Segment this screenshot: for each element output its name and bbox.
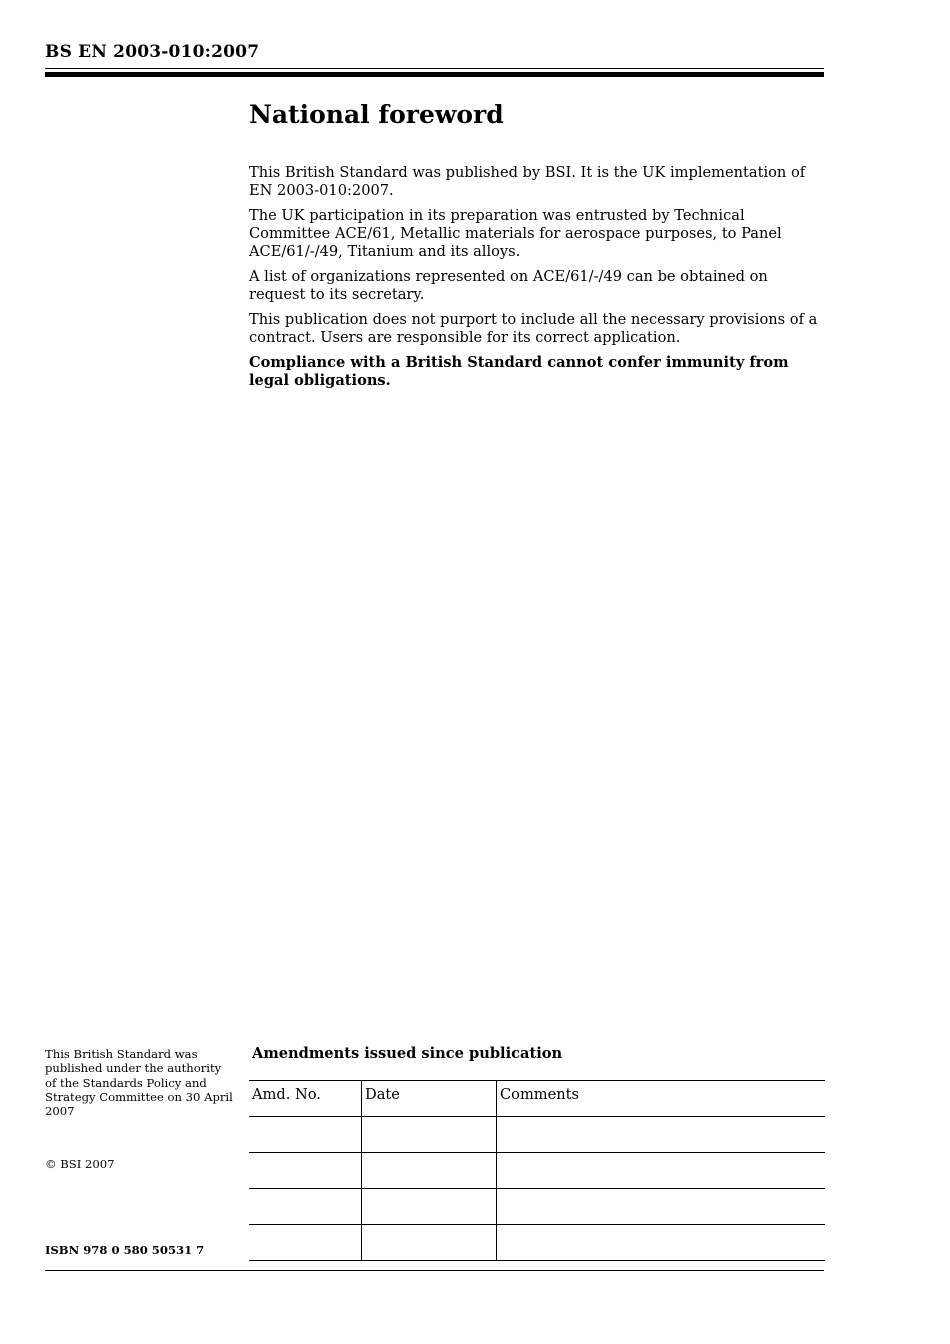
table-row <box>249 1153 825 1189</box>
table-cell <box>362 1153 497 1189</box>
amendments-title: Amendments issued since publication <box>252 1045 563 1062</box>
foreword-body <box>249 164 827 397</box>
table-cell <box>249 1117 362 1153</box>
table-cell <box>249 1225 362 1261</box>
amendments-table <box>249 1080 825 1261</box>
column-header-date: Date <box>362 1081 497 1117</box>
table-cell <box>249 1153 362 1189</box>
table-cell <box>497 1117 826 1153</box>
document-id: BS EN 2003-010:2007 <box>45 42 260 62</box>
paragraph-provisions: This publication does not purport to include all the necessary provisions of a contract. Users are responsible for its correct application. <box>249 311 818 346</box>
table-cell <box>497 1153 826 1189</box>
paragraph-committee: The UK participation in its preparation was entrusted by Technical Committee ACE/61, Metallic materials for aerospace purposes, to Panel ACE/61/-/49, Titanium and its alloys. <box>249 207 782 260</box>
header-rule-thick <box>45 72 824 77</box>
paragraph-organizations: A list of organizations represented on ACE/61/-/49 can be obtained on request to its secretary. <box>249 268 768 303</box>
table-row <box>249 1117 825 1153</box>
copyright-notice: © BSI 2007 <box>45 1157 115 1171</box>
table-header-row <box>249 1081 825 1117</box>
footer-rule <box>45 1270 824 1271</box>
table-row <box>249 1189 825 1225</box>
table-cell <box>249 1189 362 1225</box>
publication-note: This British Standard was published under the authority of the Standards Policy and Strategy Committee on 30 April 2007 <box>45 1047 233 1119</box>
table-cell <box>362 1189 497 1225</box>
table-row <box>249 1225 825 1261</box>
compliance-statement: Compliance with a British Standard cannot confer immunity from legal obligations. <box>249 354 789 389</box>
header-rule-thin <box>45 68 824 69</box>
column-header-amd-no: Amd. No. <box>249 1081 362 1117</box>
column-header-comments: Comments <box>497 1081 826 1117</box>
isbn: ISBN 978 0 580 50531 7 <box>45 1243 205 1257</box>
table-cell <box>497 1225 826 1261</box>
table-cell <box>362 1225 497 1261</box>
page-title: National foreword <box>249 100 504 129</box>
table-cell <box>362 1117 497 1153</box>
table-cell <box>497 1189 826 1225</box>
paragraph-implementation: This British Standard was published by BSI. It is the UK implementation of EN 2003-010:2007. <box>249 164 806 199</box>
